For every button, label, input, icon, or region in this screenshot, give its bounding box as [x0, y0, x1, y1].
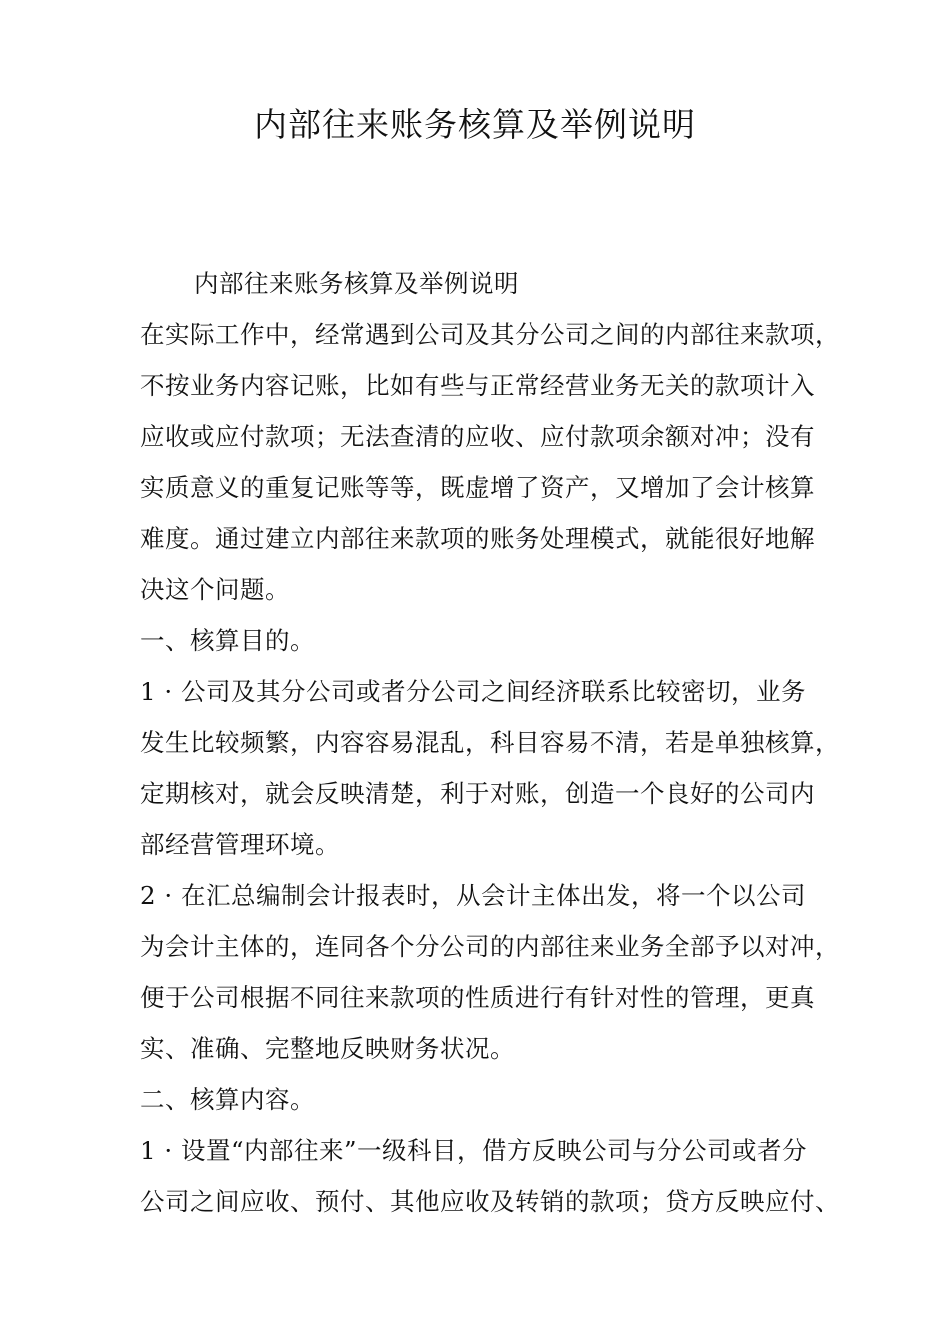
paragraph-line: 难度。通过建立内部往来款项的账务处理模式，就能很好地解: [140, 524, 815, 553]
paragraph-line: 2 · 在汇总编制会计报表时，从会计主体出发，将一个以公司: [140, 881, 806, 910]
paragraph-line: 部经营管理环境。: [140, 830, 340, 859]
paragraph-line: 实质意义的重复记账等等，既虚增了资产，又增加了会计核算: [140, 473, 815, 502]
section-heading: 一、核算目的。: [140, 626, 315, 655]
paragraph-line: 1 · 公司及其分公司或者分公司之间经济联系比较密切，业务: [140, 677, 806, 706]
document-body: [140, 258, 855, 1227]
document-title: 内部往来账务核算及举例说明: [254, 105, 696, 144]
section-heading: 二、核算内容。: [140, 1085, 315, 1114]
paragraph-line: 定期核对，就会反映清楚，利于对账，创造一个良好的公司内: [140, 779, 815, 808]
paragraph-line: 公司之间应收、预付、其他应收及转销的款项；贷方反映应付、: [140, 1187, 840, 1216]
paragraph-line: 发生比较频繁，内容容易混乱，科目容易不清，若是单独核算，: [140, 728, 840, 757]
paragraph-line: 便于公司根据不同往来款项的性质进行有针对性的管理，更真: [140, 983, 815, 1012]
paragraph-line: 不按业务内容记账，比如有些与正常经营业务无关的款项计入: [140, 371, 815, 400]
paragraph-line: 应收或应付款项；无法查清的应收、应付款项余额对冲；没有: [140, 422, 815, 451]
paragraph-line: 决这个问题。: [140, 575, 290, 604]
paragraph-line: 为会计主体的，连同各个分公司的内部往来业务全部予以对冲，: [140, 932, 840, 961]
subtitle-line: 内部往来账务核算及举例说明: [194, 269, 519, 298]
paragraph-line: 实、准确、完整地反映财务状况。: [140, 1034, 515, 1063]
paragraph-line: 在实际工作中，经常遇到公司及其分公司之间的内部往来款项，: [140, 320, 840, 349]
paragraph-line: 1 · 设置“内部往来”一级科目，借方反映公司与分公司或者分: [140, 1136, 807, 1165]
